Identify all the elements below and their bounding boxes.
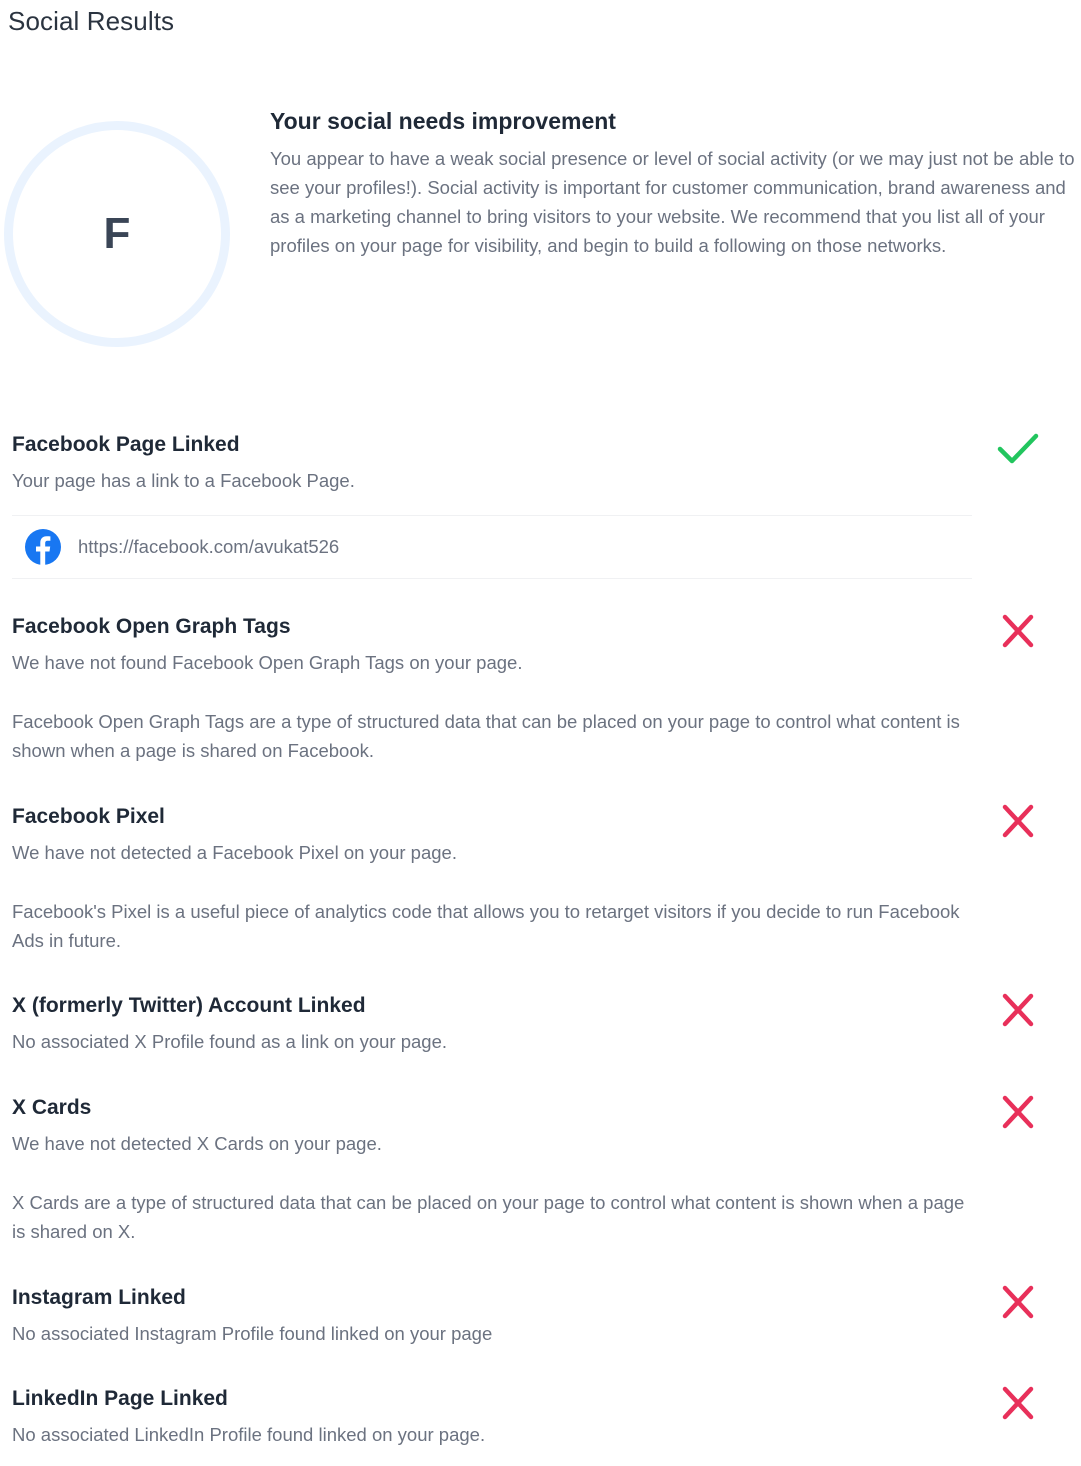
check-fail-icon [996,614,1040,648]
grade-ring [4,121,230,347]
check-x-cards [12,1095,972,1246]
check-facebook-pixel [12,804,972,955]
check-description: No associated LinkedIn Profile found linked on your page. [12,1424,486,1445]
check-fail-icon [996,1095,1040,1129]
check-description: No associated X Profile found as a link on your page. [12,1031,448,1052]
check-description: We have not found Facebook Open Graph Tags on your page. [12,652,523,673]
check-title: Facebook Page Linked [12,433,240,456]
check-facebook-page-linked [12,432,972,494]
check-info: X Cards are a type of structured data that can be placed on your page to control what content is shown when a page is shared on X. [12,1192,965,1242]
summary-text: You appear to have a weak social presence or level of social activity (or we may just not be able to see your profiles!). Social activity is important for customer communication, brand awareness and as a marketing channel to bring visitors to your website. We recommend that you list all of your profiles on your page for visibility, and begin to build a following on those networks. [270,148,1075,256]
check-title: LinkedIn Page Linked [12,1387,228,1410]
check-instagram-linked [12,1285,972,1347]
check-description: We have not detected X Cards on your page. [12,1133,382,1154]
check-fail-icon [996,1386,1040,1420]
summary-section [270,108,1080,260]
check-pass-icon [996,432,1040,466]
check-description: Your page has a link to a Facebook Page. [12,470,355,491]
check-fail-icon [996,1285,1040,1319]
facebook-link[interactable]: https://facebook.com/avukat526 [78,536,340,557]
check-info: Facebook Open Graph Tags are a type of structured data that can be placed on your page to control what content is shown when a page is shared on Facebook. [12,711,960,761]
check-fail-icon [996,993,1040,1027]
check-x-account-linked [12,993,972,1055]
check-title: Instagram Linked [12,1286,186,1309]
grade-letter: F [103,209,131,258]
facebook-link-row[interactable] [12,515,972,579]
check-info: Facebook's Pixel is a useful piece of analytics code that allows you to retarget visitors if you decide to run Facebook Ads in future. [12,901,960,951]
check-title: X Cards [12,1096,92,1119]
check-fail-icon [996,804,1040,838]
page-title: Social Results [8,6,175,36]
check-description: No associated Instagram Profile found linked on your page [12,1323,493,1344]
check-facebook-open-graph-tags [12,614,972,765]
check-title: X (formerly Twitter) Account Linked [12,994,366,1017]
check-title: Facebook Open Graph Tags [12,615,291,638]
check-linkedin-page-linked [12,1386,972,1448]
facebook-icon [24,528,62,566]
check-description: We have not detected a Facebook Pixel on your page. [12,842,457,863]
check-title: Facebook Pixel [12,805,165,828]
summary-title: Your social needs improvement [270,108,616,134]
